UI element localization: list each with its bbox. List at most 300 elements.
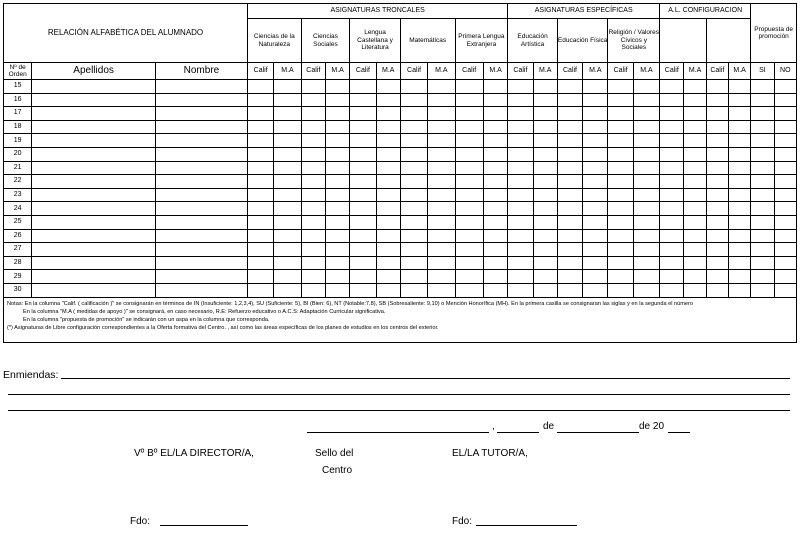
grade-cell[interactable] (483, 93, 507, 107)
grade-cell[interactable] (508, 161, 533, 175)
grade-cell[interactable] (751, 175, 774, 189)
grade-cell[interactable] (350, 120, 376, 134)
grade-cell[interactable] (660, 188, 684, 202)
grade-cell[interactable] (301, 107, 325, 121)
grade-cell[interactable] (301, 283, 325, 297)
grade-cell[interactable] (376, 243, 400, 257)
grade-cell[interactable] (248, 243, 274, 257)
grade-cell[interactable] (706, 161, 728, 175)
grade-cell[interactable] (400, 93, 427, 107)
grade-cell[interactable] (608, 175, 633, 189)
grade-cell[interactable] (774, 120, 796, 134)
grade-cell[interactable] (774, 134, 796, 148)
grade-cell[interactable] (274, 80, 301, 94)
grade-cell[interactable] (774, 270, 796, 284)
grade-cell[interactable] (428, 80, 455, 94)
grade-cell[interactable] (376, 188, 400, 202)
grade-cell[interactable] (350, 283, 376, 297)
grade-cell[interactable] (608, 134, 633, 148)
grade-cell[interactable] (301, 243, 325, 257)
grade-cell[interactable] (455, 202, 483, 216)
grade-cell[interactable] (608, 270, 633, 284)
grade-cell[interactable] (728, 80, 750, 94)
apellidos-cell[interactable] (32, 256, 156, 270)
grade-cell[interactable] (633, 229, 659, 243)
grade-cell[interactable] (274, 107, 301, 121)
grade-cell[interactable] (455, 270, 483, 284)
grade-cell[interactable] (633, 161, 659, 175)
grade-cell[interactable] (455, 120, 483, 134)
grade-cell[interactable] (583, 161, 608, 175)
grade-cell[interactable] (483, 107, 507, 121)
grade-cell[interactable] (751, 188, 774, 202)
grade-cell[interactable] (684, 215, 706, 229)
grade-cell[interactable] (557, 120, 582, 134)
grade-cell[interactable] (325, 161, 349, 175)
grade-cell[interactable] (533, 243, 557, 257)
grade-cell[interactable] (325, 93, 349, 107)
grade-cell[interactable] (508, 120, 533, 134)
grade-cell[interactable] (455, 229, 483, 243)
grade-cell[interactable] (728, 147, 750, 161)
grade-cell[interactable] (751, 270, 774, 284)
grade-cell[interactable] (684, 175, 706, 189)
grade-cell[interactable] (325, 243, 349, 257)
grade-cell[interactable] (774, 161, 796, 175)
grade-cell[interactable] (400, 256, 427, 270)
grade-cell[interactable] (684, 120, 706, 134)
grade-cell[interactable] (483, 283, 507, 297)
grade-cell[interactable] (533, 256, 557, 270)
grade-cell[interactable] (684, 107, 706, 121)
grade-cell[interactable] (274, 134, 301, 148)
apellidos-cell[interactable] (32, 188, 156, 202)
nombre-cell[interactable] (155, 134, 247, 148)
grade-cell[interactable] (350, 188, 376, 202)
grade-cell[interactable] (660, 93, 684, 107)
grade-cell[interactable] (325, 188, 349, 202)
grade-cell[interactable] (706, 188, 728, 202)
grade-cell[interactable] (400, 202, 427, 216)
grade-cell[interactable] (633, 107, 659, 121)
grade-cell[interactable] (728, 215, 750, 229)
grade-cell[interactable] (350, 80, 376, 94)
grade-cell[interactable] (376, 256, 400, 270)
grade-cell[interactable] (483, 229, 507, 243)
grade-cell[interactable] (706, 147, 728, 161)
grade-cell[interactable] (533, 188, 557, 202)
grade-cell[interactable] (633, 134, 659, 148)
grade-cell[interactable] (728, 107, 750, 121)
grade-cell[interactable] (583, 256, 608, 270)
grade-cell[interactable] (633, 243, 659, 257)
grade-cell[interactable] (376, 147, 400, 161)
grade-cell[interactable] (483, 188, 507, 202)
grade-cell[interactable] (455, 161, 483, 175)
grade-cell[interactable] (400, 188, 427, 202)
grade-cell[interactable] (376, 229, 400, 243)
nombre-cell[interactable] (155, 256, 247, 270)
apellidos-cell[interactable] (32, 270, 156, 284)
grade-cell[interactable] (660, 80, 684, 94)
grade-cell[interactable] (400, 161, 427, 175)
grade-cell[interactable] (774, 93, 796, 107)
grade-cell[interactable] (301, 134, 325, 148)
apellidos-cell[interactable] (32, 80, 156, 94)
grade-cell[interactable] (751, 107, 774, 121)
grade-cell[interactable] (557, 93, 582, 107)
grade-cell[interactable] (508, 202, 533, 216)
grade-cell[interactable] (248, 93, 274, 107)
nombre-cell[interactable] (155, 107, 247, 121)
grade-cell[interactable] (533, 283, 557, 297)
grade-cell[interactable] (633, 202, 659, 216)
apellidos-cell[interactable] (32, 93, 156, 107)
grade-cell[interactable] (508, 134, 533, 148)
nombre-cell[interactable] (155, 215, 247, 229)
grade-cell[interactable] (248, 147, 274, 161)
grade-cell[interactable] (684, 147, 706, 161)
grade-cell[interactable] (455, 243, 483, 257)
grade-cell[interactable] (508, 93, 533, 107)
grade-cell[interactable] (557, 256, 582, 270)
grade-cell[interactable] (684, 93, 706, 107)
grade-cell[interactable] (684, 202, 706, 216)
grade-cell[interactable] (633, 147, 659, 161)
grade-cell[interactable] (706, 229, 728, 243)
grade-cell[interactable] (248, 120, 274, 134)
grade-cell[interactable] (400, 229, 427, 243)
grade-cell[interactable] (508, 283, 533, 297)
grade-cell[interactable] (684, 243, 706, 257)
grade-cell[interactable] (751, 134, 774, 148)
grade-cell[interactable] (274, 243, 301, 257)
grade-cell[interactable] (774, 283, 796, 297)
grade-cell[interactable] (400, 270, 427, 284)
grade-cell[interactable] (350, 147, 376, 161)
grade-cell[interactable] (728, 256, 750, 270)
grade-cell[interactable] (455, 256, 483, 270)
grade-cell[interactable] (301, 256, 325, 270)
grade-cell[interactable] (660, 229, 684, 243)
grade-cell[interactable] (483, 175, 507, 189)
grade-cell[interactable] (684, 80, 706, 94)
nombre-cell[interactable] (155, 270, 247, 284)
grade-cell[interactable] (751, 202, 774, 216)
grade-cell[interactable] (583, 188, 608, 202)
grade-cell[interactable] (684, 134, 706, 148)
grade-cell[interactable] (660, 120, 684, 134)
grade-cell[interactable] (274, 202, 301, 216)
grade-cell[interactable] (325, 229, 349, 243)
grade-cell[interactable] (376, 270, 400, 284)
grade-cell[interactable] (660, 161, 684, 175)
grade-cell[interactable] (274, 175, 301, 189)
grade-cell[interactable] (728, 134, 750, 148)
grade-cell[interactable] (706, 215, 728, 229)
grade-cell[interactable] (751, 283, 774, 297)
grade-cell[interactable] (508, 229, 533, 243)
grade-cell[interactable] (274, 93, 301, 107)
grade-cell[interactable] (684, 283, 706, 297)
grade-cell[interactable] (274, 215, 301, 229)
grade-cell[interactable] (660, 243, 684, 257)
grade-cell[interactable] (751, 161, 774, 175)
grade-cell[interactable] (301, 270, 325, 284)
grade-cell[interactable] (376, 161, 400, 175)
grade-cell[interactable] (428, 161, 455, 175)
grade-cell[interactable] (533, 134, 557, 148)
apellidos-cell[interactable] (32, 120, 156, 134)
grade-cell[interactable] (508, 80, 533, 94)
grade-cell[interactable] (533, 202, 557, 216)
grade-cell[interactable] (557, 175, 582, 189)
grade-cell[interactable] (751, 229, 774, 243)
grade-cell[interactable] (325, 134, 349, 148)
month-line[interactable] (557, 432, 639, 433)
grade-cell[interactable] (248, 80, 274, 94)
grade-cell[interactable] (751, 256, 774, 270)
grade-cell[interactable] (400, 80, 427, 94)
grade-cell[interactable] (608, 215, 633, 229)
grade-cell[interactable] (350, 270, 376, 284)
apellidos-cell[interactable] (32, 161, 156, 175)
grade-cell[interactable] (583, 215, 608, 229)
grade-cell[interactable] (533, 93, 557, 107)
grade-cell[interactable] (751, 147, 774, 161)
grade-cell[interactable] (376, 134, 400, 148)
grade-cell[interactable] (633, 80, 659, 94)
year-line[interactable] (668, 432, 690, 433)
grade-cell[interactable] (483, 202, 507, 216)
grade-cell[interactable] (706, 107, 728, 121)
grade-cell[interactable] (608, 256, 633, 270)
apellidos-cell[interactable] (32, 175, 156, 189)
grade-cell[interactable] (508, 270, 533, 284)
grade-cell[interactable] (274, 120, 301, 134)
grade-cell[interactable] (608, 229, 633, 243)
grade-cell[interactable] (633, 283, 659, 297)
grade-cell[interactable] (706, 120, 728, 134)
grade-cell[interactable] (483, 120, 507, 134)
grade-cell[interactable] (706, 270, 728, 284)
grade-cell[interactable] (274, 270, 301, 284)
grade-cell[interactable] (608, 202, 633, 216)
grade-cell[interactable] (376, 93, 400, 107)
grade-cell[interactable] (706, 175, 728, 189)
grade-cell[interactable] (325, 175, 349, 189)
grade-cell[interactable] (684, 256, 706, 270)
grade-cell[interactable] (428, 107, 455, 121)
apellidos-cell[interactable] (32, 229, 156, 243)
grade-cell[interactable] (728, 188, 750, 202)
grade-cell[interactable] (483, 80, 507, 94)
grade-cell[interactable] (301, 161, 325, 175)
grade-cell[interactable] (557, 215, 582, 229)
grade-cell[interactable] (301, 147, 325, 161)
grade-cell[interactable] (583, 175, 608, 189)
grade-cell[interactable] (706, 283, 728, 297)
grade-cell[interactable] (350, 107, 376, 121)
grade-cell[interactable] (428, 243, 455, 257)
grade-cell[interactable] (455, 147, 483, 161)
grade-cell[interactable] (557, 80, 582, 94)
grade-cell[interactable] (274, 161, 301, 175)
grade-cell[interactable] (774, 175, 796, 189)
grade-cell[interactable] (428, 270, 455, 284)
grade-cell[interactable] (660, 256, 684, 270)
grade-cell[interactable] (483, 243, 507, 257)
nombre-cell[interactable] (155, 188, 247, 202)
grade-cell[interactable] (557, 107, 582, 121)
grade-cell[interactable] (728, 202, 750, 216)
grade-cell[interactable] (428, 215, 455, 229)
nombre-cell[interactable] (155, 202, 247, 216)
grade-cell[interactable] (376, 120, 400, 134)
grade-cell[interactable] (533, 229, 557, 243)
enmiendas-line-2[interactable] (8, 394, 790, 395)
grade-cell[interactable] (533, 80, 557, 94)
nombre-cell[interactable] (155, 175, 247, 189)
grade-cell[interactable] (274, 229, 301, 243)
grade-cell[interactable] (325, 80, 349, 94)
grade-cell[interactable] (274, 188, 301, 202)
grade-cell[interactable] (533, 120, 557, 134)
grade-cell[interactable] (774, 215, 796, 229)
grade-cell[interactable] (557, 243, 582, 257)
grade-cell[interactable] (428, 147, 455, 161)
grade-cell[interactable] (428, 175, 455, 189)
nombre-cell[interactable] (155, 243, 247, 257)
grade-cell[interactable] (428, 256, 455, 270)
grade-cell[interactable] (455, 283, 483, 297)
grade-cell[interactable] (248, 134, 274, 148)
grade-cell[interactable] (400, 107, 427, 121)
grade-cell[interactable] (608, 243, 633, 257)
grade-cell[interactable] (350, 256, 376, 270)
grade-cell[interactable] (301, 202, 325, 216)
grade-cell[interactable] (508, 147, 533, 161)
grade-cell[interactable] (455, 80, 483, 94)
grade-cell[interactable] (483, 215, 507, 229)
grade-cell[interactable] (301, 80, 325, 94)
grade-cell[interactable] (706, 93, 728, 107)
grade-cell[interactable] (400, 147, 427, 161)
grade-cell[interactable] (660, 134, 684, 148)
nombre-cell[interactable] (155, 93, 247, 107)
grade-cell[interactable] (557, 270, 582, 284)
grade-cell[interactable] (483, 147, 507, 161)
apellidos-cell[interactable] (32, 202, 156, 216)
grade-cell[interactable] (248, 188, 274, 202)
grade-cell[interactable] (706, 80, 728, 94)
apellidos-cell[interactable] (32, 147, 156, 161)
grade-cell[interactable] (728, 283, 750, 297)
grade-cell[interactable] (633, 93, 659, 107)
grade-cell[interactable] (248, 270, 274, 284)
grade-cell[interactable] (455, 215, 483, 229)
grade-cell[interactable] (751, 93, 774, 107)
grade-cell[interactable] (728, 161, 750, 175)
grade-cell[interactable] (350, 243, 376, 257)
grade-cell[interactable] (325, 147, 349, 161)
grade-cell[interactable] (684, 188, 706, 202)
grade-cell[interactable] (455, 188, 483, 202)
grade-cell[interactable] (774, 147, 796, 161)
enmiendas-line-1[interactable] (61, 378, 790, 379)
grade-cell[interactable] (583, 229, 608, 243)
grade-cell[interactable] (428, 188, 455, 202)
grade-cell[interactable] (583, 134, 608, 148)
grade-cell[interactable] (428, 134, 455, 148)
grade-cell[interactable] (455, 93, 483, 107)
grade-cell[interactable] (376, 175, 400, 189)
grade-cell[interactable] (248, 229, 274, 243)
grade-cell[interactable] (533, 147, 557, 161)
grade-cell[interactable] (557, 147, 582, 161)
grade-cell[interactable] (583, 147, 608, 161)
grade-cell[interactable] (483, 161, 507, 175)
grade-cell[interactable] (608, 93, 633, 107)
grade-cell[interactable] (557, 161, 582, 175)
grade-cell[interactable] (301, 120, 325, 134)
grade-cell[interactable] (633, 188, 659, 202)
grade-cell[interactable] (428, 202, 455, 216)
apellidos-cell[interactable] (32, 243, 156, 257)
grade-cell[interactable] (376, 107, 400, 121)
grade-cell[interactable] (376, 283, 400, 297)
grade-cell[interactable] (751, 120, 774, 134)
grade-cell[interactable] (706, 243, 728, 257)
grade-cell[interactable] (660, 147, 684, 161)
grade-cell[interactable] (248, 202, 274, 216)
grade-cell[interactable] (583, 270, 608, 284)
tutor-signature-line[interactable] (476, 525, 577, 526)
grade-cell[interactable] (557, 134, 582, 148)
grade-cell[interactable] (400, 283, 427, 297)
grade-cell[interactable] (633, 215, 659, 229)
grade-cell[interactable] (248, 256, 274, 270)
grade-cell[interactable] (583, 80, 608, 94)
grade-cell[interactable] (557, 188, 582, 202)
grade-cell[interactable] (608, 161, 633, 175)
grade-cell[interactable] (684, 161, 706, 175)
grade-cell[interactable] (325, 215, 349, 229)
grade-cell[interactable] (508, 256, 533, 270)
grade-cell[interactable] (483, 256, 507, 270)
grade-cell[interactable] (455, 107, 483, 121)
grade-cell[interactable] (728, 229, 750, 243)
grade-cell[interactable] (557, 229, 582, 243)
grade-cell[interactable] (557, 202, 582, 216)
grade-cell[interactable] (557, 283, 582, 297)
grade-cell[interactable] (583, 202, 608, 216)
grade-cell[interactable] (248, 107, 274, 121)
nombre-cell[interactable] (155, 283, 247, 297)
grade-cell[interactable] (350, 229, 376, 243)
grade-cell[interactable] (774, 256, 796, 270)
grade-cell[interactable] (428, 229, 455, 243)
grade-cell[interactable] (428, 93, 455, 107)
grade-cell[interactable] (660, 270, 684, 284)
grade-cell[interactable] (608, 80, 633, 94)
grade-cell[interactable] (583, 243, 608, 257)
grade-cell[interactable] (633, 256, 659, 270)
grade-cell[interactable] (583, 107, 608, 121)
grade-cell[interactable] (583, 283, 608, 297)
grade-cell[interactable] (350, 202, 376, 216)
grade-cell[interactable] (774, 80, 796, 94)
